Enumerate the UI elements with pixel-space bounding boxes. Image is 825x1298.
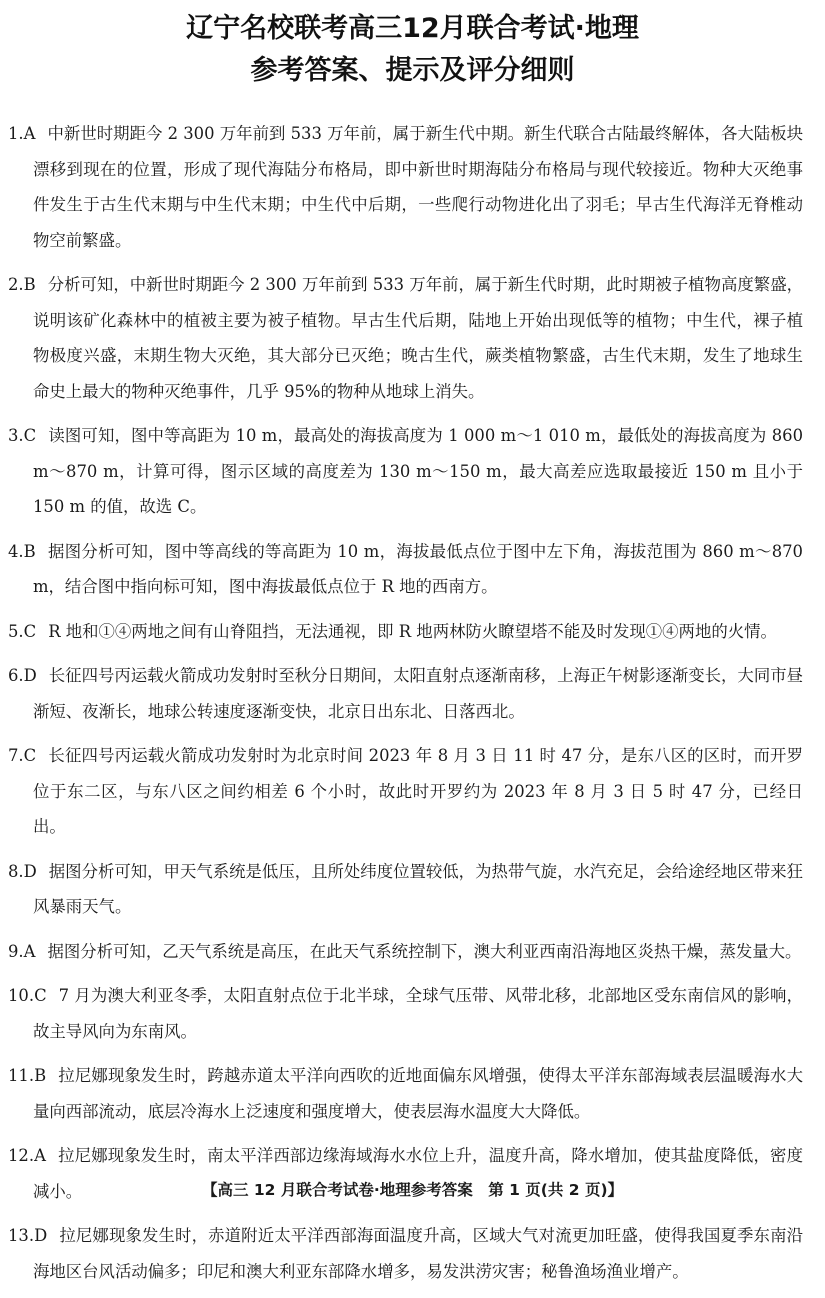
answer-item bbox=[8, 738, 803, 845]
answer-number: 2.B bbox=[8, 275, 36, 294]
answer-item bbox=[8, 1058, 803, 1129]
answer-explanation: 读图可知，图中等高距为 10 m，最高处的海拔高度为 1 000 m～1 010 m，最低处的海拔高度为 860 m～870 m，计算可得，图示区域的高度差为 130 m～150 m，最大高差应选取最接近 150 m 且小于 150 m 的值，故选 C。 bbox=[33, 426, 803, 516]
answer-number: 13.D bbox=[8, 1226, 48, 1245]
answer-item bbox=[8, 854, 803, 925]
answer-explanation: 据图分析可知，甲天气系统是低压，且所处纬度位置较低，为热带气旋，水汽充足，会给途经地区带来狂风暴雨天气。 bbox=[33, 861, 803, 916]
answer-number: 5.C bbox=[8, 621, 37, 641]
answer-explanation: 据图分析可知，图中等高线的等高距为 10 m，海拔最低点位于图中左下角，海拔范围为 860 m～870 m，结合图中指向标可知，图中海拔最低点位于 R 地的西南方。 bbox=[33, 541, 803, 596]
answer-number: 4.B bbox=[8, 541, 36, 561]
answer-item bbox=[8, 614, 803, 650]
answer-number: 3.C bbox=[8, 426, 37, 445]
answer-item bbox=[8, 978, 803, 1049]
answer-item bbox=[8, 116, 803, 258]
answer-number: 6.D bbox=[8, 666, 37, 685]
answer-explanation: 中新世时期距今 2 300 万年前到 533 万年前，属于新生代中期。新生代联合古陆最终解体，各大陆板块漂移到现在的位置，形成了现代海陆分布格局，即中新世时期海陆分布格局与现代较接近。物种大灭绝事件发生于古生代末期与中生代末期；中生代中后期，一些爬行动物进化出了羽毛；早古生代海洋无脊椎动物空前繁盛。 bbox=[33, 124, 803, 250]
answer-number: 11.B bbox=[8, 1066, 47, 1085]
answer-number: 7.C bbox=[8, 746, 37, 765]
document-subtitle: 参考答案、提示及评分细则 bbox=[250, 55, 575, 86]
document-title: 辽宁名校联考高三12月联合考试·地理 bbox=[186, 13, 639, 44]
answer-list bbox=[8, 116, 803, 1298]
answer-number: 10.C bbox=[8, 986, 47, 1005]
answer-item bbox=[8, 1218, 803, 1289]
answer-explanation: 分析可知，中新世时期距今 2 300 万年前到 533 万年前，属于新生代时期，此时期被子植物高度繁盛，说明该矿化森林中的植被主要为被子植物。早古生代后期，陆地上开始出现低等的植物；中生代，裸子植物极度兴盛，末期生物大灭绝，其大部分已灭绝；晚古生代，蕨类植物繁盛，古生代末期，发生了地球生命史上最大的物种灭绝事件，几乎 95%的物种从地球上消失。 bbox=[33, 275, 803, 401]
answer-number: 9.A bbox=[8, 941, 36, 961]
answer-item bbox=[8, 267, 803, 409]
answer-explanation: 7 月为澳大利亚冬季，太阳直射点位于北半球，全球气压带、风带北移，北部地区受东南信风的影响，故主导风向为东南风。 bbox=[33, 986, 803, 1041]
page-footer: 【高三 12 月联合考试卷·地理参考答案 第 1 页(共 2 页)】 bbox=[201, 1181, 624, 1199]
answer-explanation: R 地和①④两地之间有山脊阻挡，无法通视，即 R 地两林防火瞭望塔不能及时发现①④两地的火情。 bbox=[48, 621, 777, 641]
answer-item bbox=[8, 418, 803, 525]
answer-explanation: 拉尼娜现象发生时，南太平洋西部边缘海域海水水位上升，温度升高，降水增加，使其盐度降低，密度减小。 bbox=[33, 1146, 803, 1201]
answer-number: 1.A bbox=[8, 124, 36, 143]
answer-explanation: 据图分析可知，乙天气系统是高压，在此天气系统控制下，澳大利亚西南沿海地区炎热干燥，蒸发量大。 bbox=[47, 941, 802, 961]
answer-number: 12.A bbox=[8, 1146, 46, 1165]
answer-explanation: 长征四号丙运载火箭成功发射时至秋分日期间，太阳直射点逐渐南移，上海正午树影逐渐变长，大同市昼渐短、夜渐长，地球公转速度逐渐变快，北京日出东北、日落西北。 bbox=[33, 666, 803, 721]
answer-item bbox=[8, 534, 803, 605]
answer-item bbox=[8, 658, 803, 729]
answer-explanation: 拉尼娜现象发生时，跨越赤道太平洋向西吹的近地面偏东风增强，使得太平洋东部海域表层温暖海水大量向西部流动，底层冷海水上泛速度和强度增大，使表层海水温度大大降低。 bbox=[33, 1066, 803, 1121]
answer-item bbox=[8, 934, 803, 970]
answer-explanation: 拉尼娜现象发生时，赤道附近太平洋西部海面温度升高，区域大气对流更加旺盛，使得我国夏季东南沿海地区台风活动偏多；印尼和澳大利亚东部降水增多，易发洪涝灾害；秘鲁渔场渔业增产。 bbox=[33, 1226, 803, 1281]
answer-number: 8.D bbox=[8, 861, 37, 881]
answer-explanation: 长征四号丙运载火箭成功发射时为北京时间 2023 年 8 月 3 日 11 时 47 分，是东八区的区时，而开罗位于东二区，与东八区之间约相差 6 个小时，故此时开罗约为 2023 年 8 月 3 日 5 时 47 分，已经日出。 bbox=[33, 746, 803, 836]
